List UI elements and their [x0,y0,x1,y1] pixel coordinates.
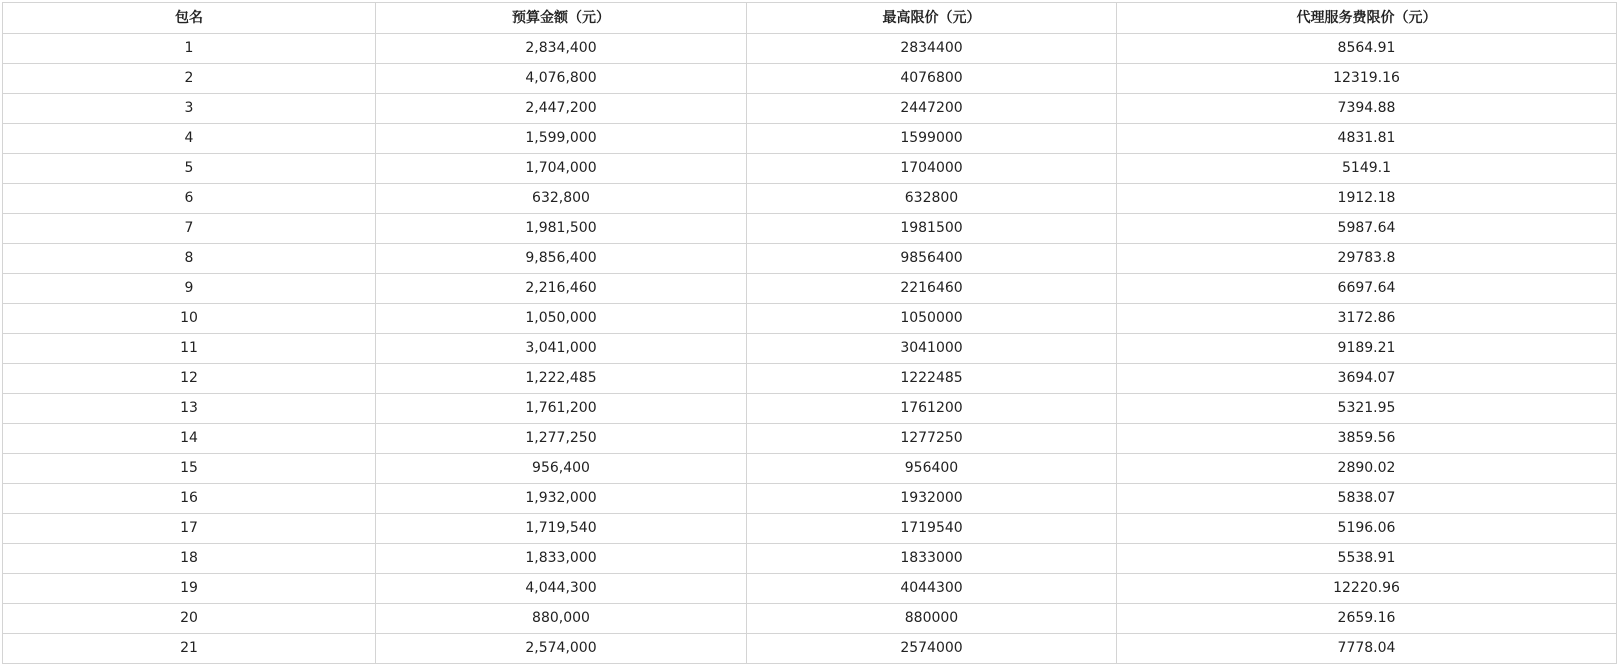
table-header [3,3,1617,34]
package-cell: 20 [3,604,376,634]
package-cell: 11 [3,334,376,364]
budget-cell: 4,076,800 [376,64,747,94]
fee-cell: 7778.04 [1117,634,1617,664]
table-row [3,304,1617,334]
fee-cell: 7394.88 [1117,94,1617,124]
max-price-cell: 2574000 [747,634,1117,664]
table-row [3,604,1617,634]
fee-cell: 2890.02 [1117,454,1617,484]
fee-cell: 6697.64 [1117,274,1617,304]
budget-cell: 1,833,000 [376,544,747,574]
package-cell: 7 [3,214,376,244]
table-row [3,184,1617,214]
price-table [2,2,1617,664]
package-cell: 3 [3,94,376,124]
fee-cell: 3172.86 [1117,304,1617,334]
fee-cell: 4831.81 [1117,124,1617,154]
table-row [3,514,1617,544]
max-price-cell: 632800 [747,184,1117,214]
header-package-name: 包名 [3,3,376,34]
budget-cell: 1,222,485 [376,364,747,394]
table-row [3,574,1617,604]
budget-cell: 4,044,300 [376,574,747,604]
max-price-cell: 1599000 [747,124,1117,154]
max-price-cell: 4076800 [747,64,1117,94]
fee-cell: 12319.16 [1117,64,1617,94]
package-cell: 15 [3,454,376,484]
budget-cell: 2,216,460 [376,274,747,304]
package-cell: 9 [3,274,376,304]
fee-cell: 5987.64 [1117,214,1617,244]
package-cell: 18 [3,544,376,574]
budget-cell: 1,761,200 [376,394,747,424]
budget-cell: 1,050,000 [376,304,747,334]
fee-cell: 1912.18 [1117,184,1617,214]
fee-cell: 12220.96 [1117,574,1617,604]
price-table-container [2,2,1616,664]
max-price-cell: 1833000 [747,544,1117,574]
table-row [3,64,1617,94]
table-row [3,544,1617,574]
header-row [3,3,1617,34]
fee-cell: 5196.06 [1117,514,1617,544]
package-cell: 17 [3,514,376,544]
package-cell: 6 [3,184,376,214]
fee-cell: 5538.91 [1117,544,1617,574]
max-price-cell: 2834400 [747,34,1117,64]
table-row [3,274,1617,304]
table-row [3,214,1617,244]
max-price-cell: 4044300 [747,574,1117,604]
table-row [3,364,1617,394]
table-row [3,34,1617,64]
table-row [3,124,1617,154]
header-agency-fee-limit: 代理服务费限价（元） [1117,3,1617,34]
table-body [3,34,1617,664]
table-row [3,454,1617,484]
table-row [3,394,1617,424]
budget-cell: 2,574,000 [376,634,747,664]
max-price-cell: 1222485 [747,364,1117,394]
fee-cell: 5838.07 [1117,484,1617,514]
fee-cell: 2659.16 [1117,604,1617,634]
max-price-cell: 1932000 [747,484,1117,514]
max-price-cell: 1761200 [747,394,1117,424]
fee-cell: 3694.07 [1117,364,1617,394]
header-max-price: 最高限价（元） [747,3,1117,34]
budget-cell: 1,981,500 [376,214,747,244]
fee-cell: 3859.56 [1117,424,1617,454]
package-cell: 13 [3,394,376,424]
package-cell: 19 [3,574,376,604]
max-price-cell: 2447200 [747,94,1117,124]
max-price-cell: 956400 [747,454,1117,484]
budget-cell: 956,400 [376,454,747,484]
table-row [3,424,1617,454]
budget-cell: 9,856,400 [376,244,747,274]
max-price-cell: 1050000 [747,304,1117,334]
package-cell: 10 [3,304,376,334]
fee-cell: 5321.95 [1117,394,1617,424]
budget-cell: 2,834,400 [376,34,747,64]
package-cell: 8 [3,244,376,274]
package-cell: 1 [3,34,376,64]
package-cell: 14 [3,424,376,454]
max-price-cell: 9856400 [747,244,1117,274]
table-row [3,154,1617,184]
table-row [3,94,1617,124]
table-row [3,484,1617,514]
budget-cell: 3,041,000 [376,334,747,364]
budget-cell: 880,000 [376,604,747,634]
table-row [3,244,1617,274]
fee-cell: 5149.1 [1117,154,1617,184]
budget-cell: 1,277,250 [376,424,747,454]
package-cell: 16 [3,484,376,514]
budget-cell: 2,447,200 [376,94,747,124]
max-price-cell: 880000 [747,604,1117,634]
budget-cell: 1,932,000 [376,484,747,514]
fee-cell: 8564.91 [1117,34,1617,64]
header-budget-amount: 预算金额（元） [376,3,747,34]
package-cell: 4 [3,124,376,154]
max-price-cell: 1719540 [747,514,1117,544]
package-cell: 5 [3,154,376,184]
package-cell: 2 [3,64,376,94]
max-price-cell: 1981500 [747,214,1117,244]
package-cell: 21 [3,634,376,664]
table-row [3,334,1617,364]
max-price-cell: 1704000 [747,154,1117,184]
table-row [3,634,1617,664]
budget-cell: 1,704,000 [376,154,747,184]
max-price-cell: 2216460 [747,274,1117,304]
fee-cell: 29783.8 [1117,244,1617,274]
budget-cell: 632,800 [376,184,747,214]
max-price-cell: 3041000 [747,334,1117,364]
max-price-cell: 1277250 [747,424,1117,454]
fee-cell: 9189.21 [1117,334,1617,364]
package-cell: 12 [3,364,376,394]
budget-cell: 1,719,540 [376,514,747,544]
budget-cell: 1,599,000 [376,124,747,154]
